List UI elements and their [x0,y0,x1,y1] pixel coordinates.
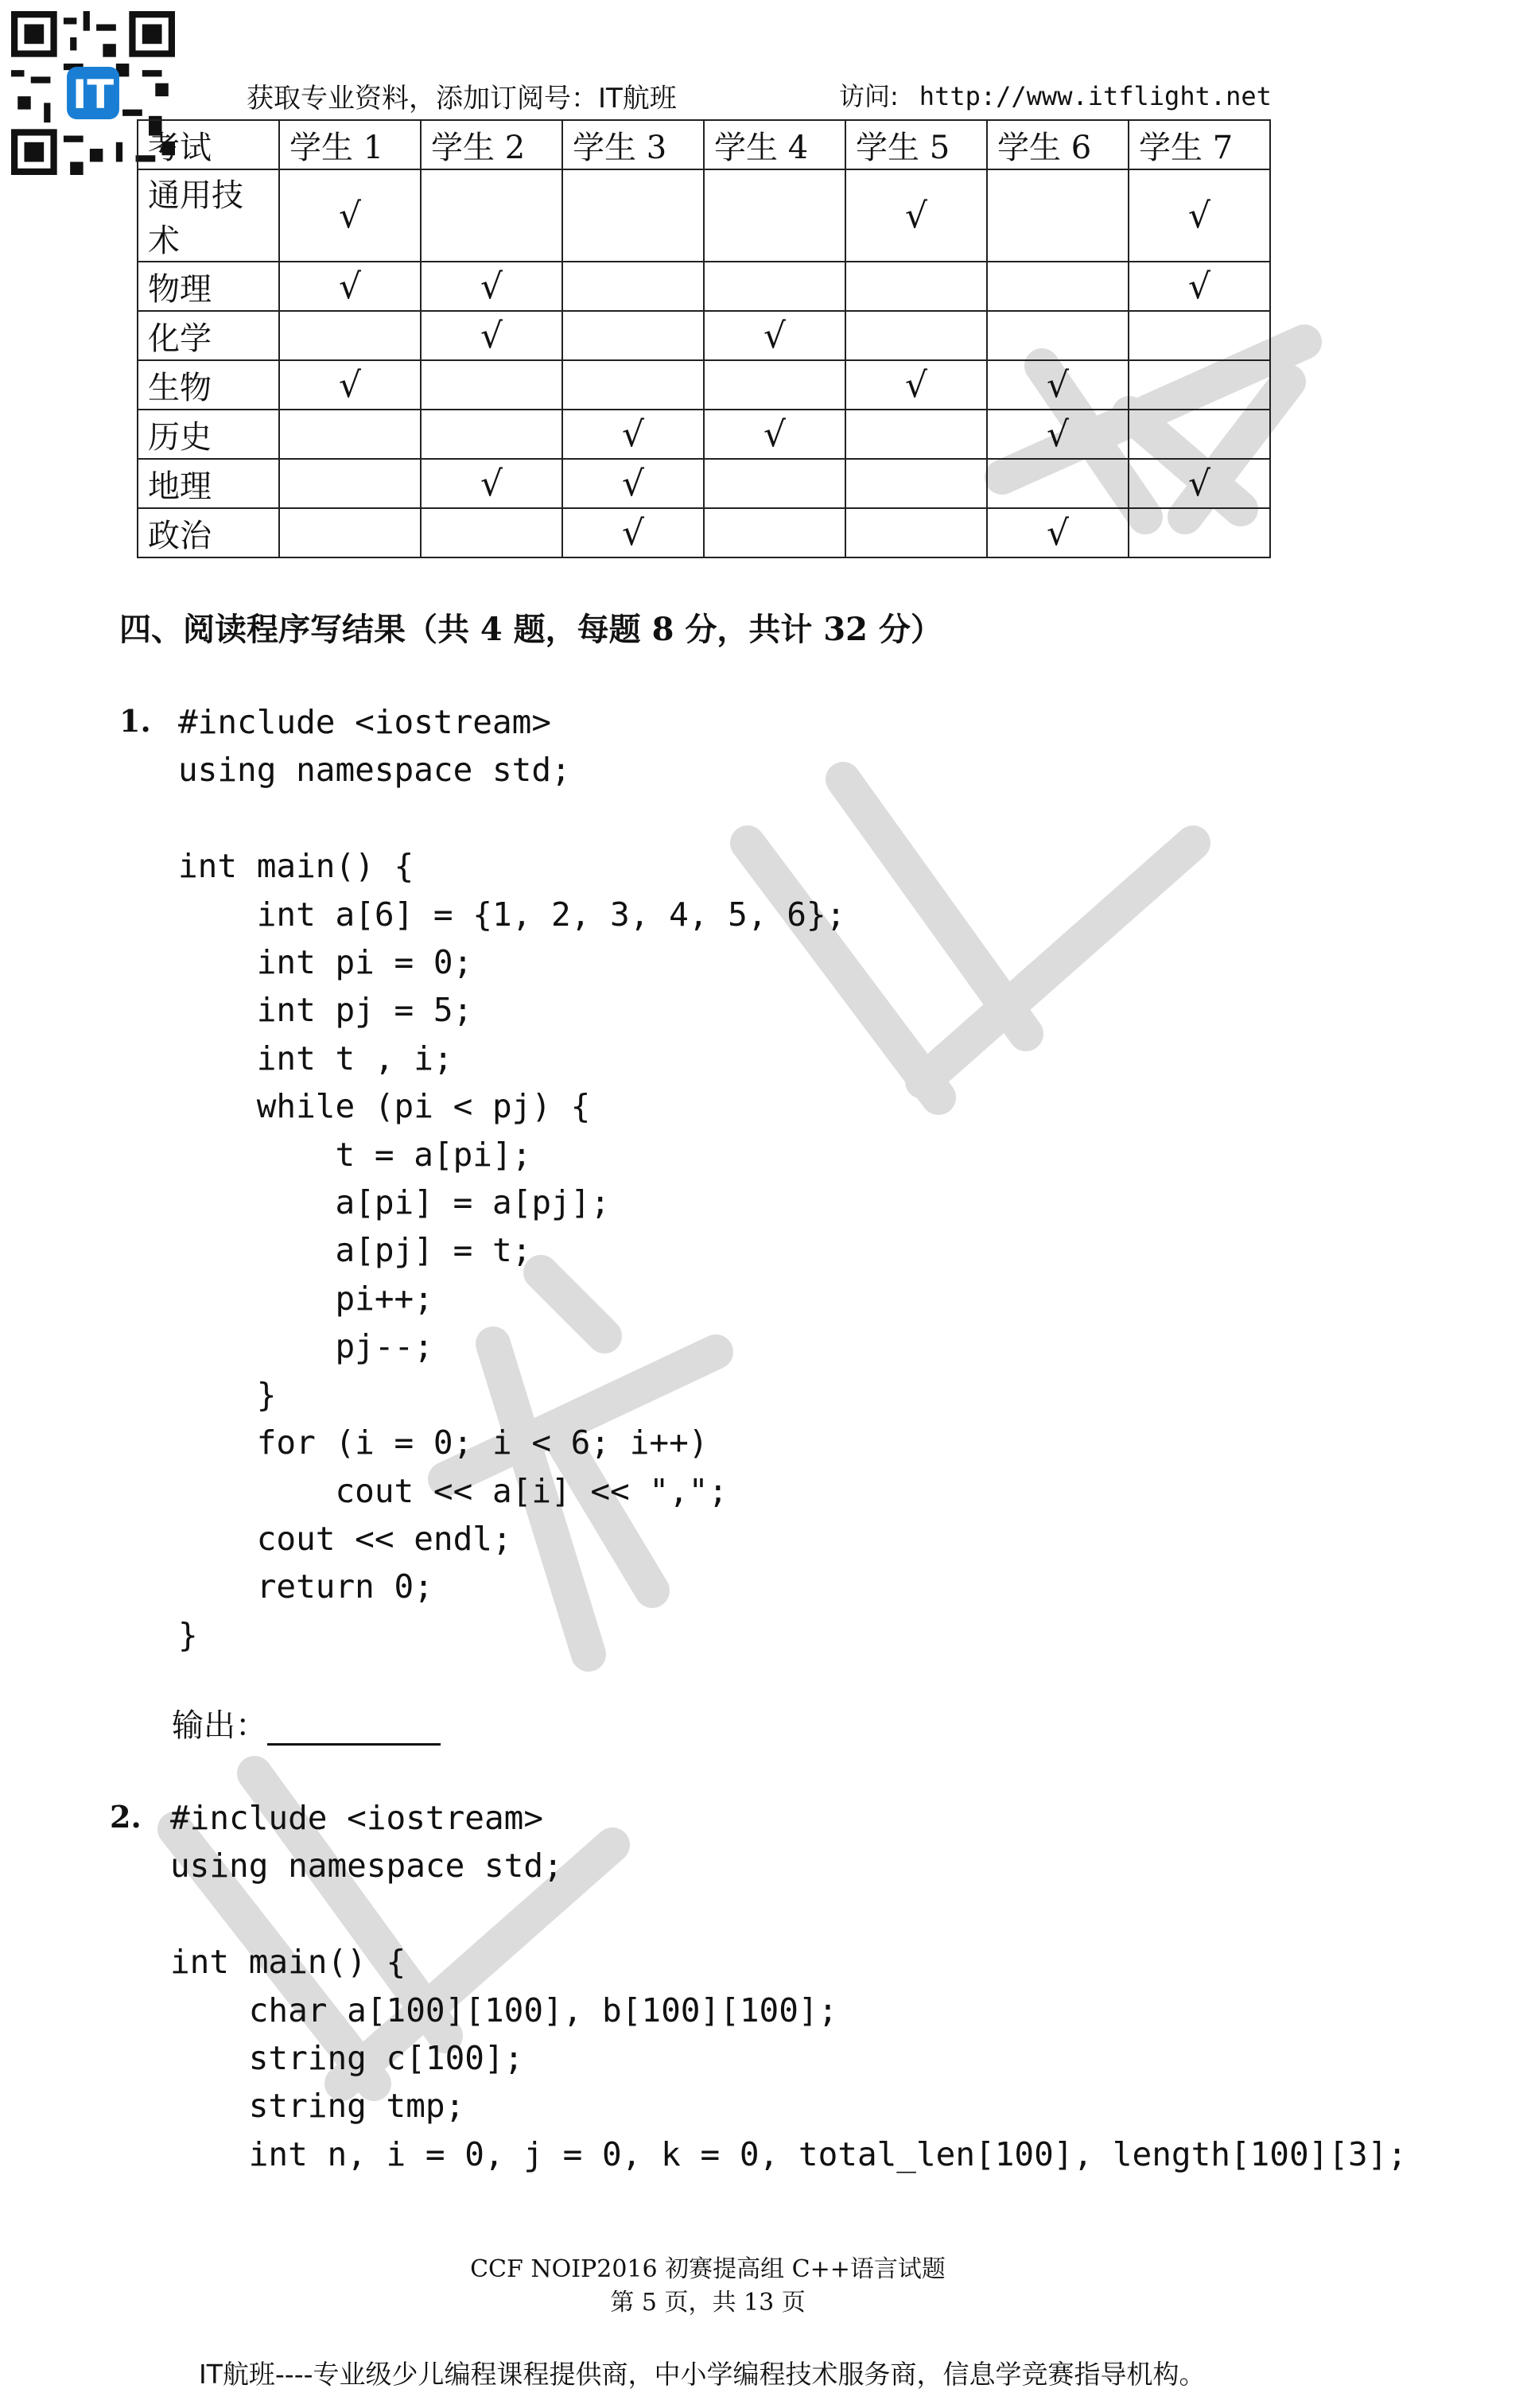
column-header: 学生 4 [704,120,845,169]
check-mark-cell: √ [845,169,987,262]
table-row [138,169,1270,262]
column-header: 学生 1 [279,120,421,169]
visit-label: 访问: [839,81,899,111]
check-mark-cell: √ [704,410,845,459]
column-header: 学生 2 [421,120,562,169]
column-header: 学生 5 [845,120,987,169]
table-header-row [138,120,1270,169]
empty-cell [704,262,845,311]
table-body [138,169,1270,557]
empty-cell [562,360,704,410]
footer-ad: IT航班----专业级少儿编程课程提供商，中小学编程技术服务商，信息学竞赛指导机构。 [199,2359,1206,2390]
empty-cell [704,169,845,262]
empty-cell [1129,311,1270,360]
check-mark-cell: √ [987,508,1129,557]
check-mark-cell: √ [562,508,704,557]
footer-page-number: 第 5 页，共 13 页 [610,2289,806,2317]
check-mark-cell: √ [421,311,562,360]
check-mark-cell: √ [987,410,1129,459]
header-url[interactable]: http://www.itflight.net [919,81,1272,111]
empty-cell [987,262,1129,311]
question-number: 1. [119,703,151,739]
subject-cell: 政治 [138,508,279,557]
check-mark-cell: √ [1129,169,1270,262]
check-mark-cell: √ [1129,262,1270,311]
subject-cell: 通用技术 [138,169,279,262]
empty-cell [562,262,704,311]
table-row [138,311,1270,360]
check-mark-cell: √ [421,262,562,311]
subject-selection-table [137,119,1271,558]
empty-cell [421,508,562,557]
empty-cell [845,508,987,557]
check-mark-cell: √ [279,262,421,311]
question-number: 2. [110,1799,142,1835]
code-block: #include <iostream> using namespace std; int main() { int a[6] = {1, 2, 3, 4, 5, 6}; int pi = 0; int pj = 5; int t , i; while (pi < pj) { t = a[pi]; a[pi] = a[pj]; a[pj] = t; pi++; pj--; } for (i = 0; i < 6; i++) cout << a[i] << ","; cout << endl; return 0; } [178,703,846,1654]
empty-cell [279,459,421,508]
empty-cell [987,459,1129,508]
empty-cell [845,262,987,311]
output-answer-row [172,1700,441,1746]
subject-cell: 历史 [138,410,279,459]
empty-cell [279,410,421,459]
empty-cell [704,459,845,508]
table-row [138,262,1270,311]
subject-cell: 物理 [138,262,279,311]
subject-cell: 化学 [138,311,279,360]
empty-cell [987,311,1129,360]
check-mark-cell: √ [704,311,845,360]
empty-cell [562,311,704,360]
check-mark-cell: √ [562,410,704,459]
empty-cell [421,410,562,459]
code-block: #include <iostream> using namespace std; int main() { char a[100][100], b[100][100]; string c[100]; string tmp; int n, i = 0, j = 0, k = 0, total_len[100], length[100][3]; [170,1799,1408,2173]
column-header: 学生 3 [562,120,704,169]
check-mark-cell: √ [845,360,987,410]
check-mark-cell: √ [1129,459,1270,508]
subject-cell: 生物 [138,360,279,410]
table-row [138,508,1270,557]
empty-cell [421,169,562,262]
empty-cell [279,508,421,557]
check-mark-cell: √ [279,360,421,410]
subject-cell: 地理 [138,459,279,508]
table-row [138,360,1270,410]
table-row [138,459,1270,508]
check-mark-cell: √ [987,360,1129,410]
column-header: 学生 7 [1129,120,1270,169]
check-mark-cell: √ [279,169,421,262]
empty-cell [845,410,987,459]
column-header: 学生 6 [987,120,1129,169]
footer-title: CCF NOIP2016 初赛提高组 C++语言试题 [470,2255,946,2283]
answer-blank[interactable] [267,1711,441,1746]
empty-cell [845,311,987,360]
empty-cell [845,459,987,508]
empty-cell [279,311,421,360]
table-row [138,410,1270,459]
empty-cell [562,169,704,262]
header-promo: 获取专业资料，添加订阅号：IT航班 [247,83,677,115]
table-corner: 考试 [138,120,279,169]
empty-cell [1129,410,1270,459]
empty-cell [421,360,562,410]
check-mark-cell: √ [562,459,704,508]
header-visit [839,76,1272,113]
empty-cell [1129,360,1270,410]
section-title: 四、阅读程序写结果（共 4 题，每题 8 分，共计 32 分） [119,611,942,648]
svg-text:IT: IT [72,71,115,118]
empty-cell [987,169,1129,262]
check-mark-cell: √ [421,459,562,508]
output-label: 输出： [172,1707,267,1744]
empty-cell [704,508,845,557]
empty-cell [1129,508,1270,557]
empty-cell [704,360,845,410]
